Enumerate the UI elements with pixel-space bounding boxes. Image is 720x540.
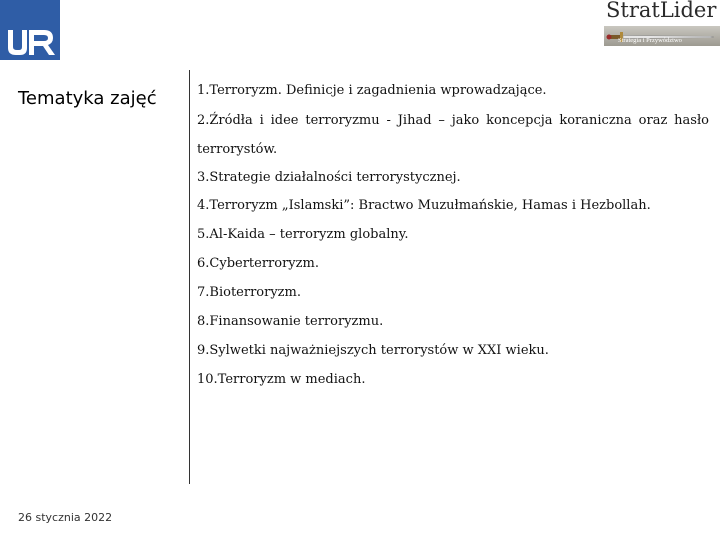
section-title: Tematyka zajęć [18,88,157,109]
vertical-divider [189,70,190,484]
topic-item: 8.Finansowanie terroryzmu. [197,314,384,329]
ur-logo-icon [0,0,60,60]
slide-date: 26 stycznia 2022 [18,511,113,524]
stratlider-logo [604,0,720,48]
topic-item: 9.Sylwetki najważniejszych terrorystów w XXI wieku. [197,343,549,358]
topic-item: 7.Bioterroryzm. [197,285,301,300]
topic-item: 2.Źródła i idee terroryzmu - Jihad – jako koncepcja koraniczna oraz hasło terrorystów. [197,113,709,157]
stratlider-name: StratLider [606,0,717,22]
topic-item: 4.Terroryzm „Islamski”: Bractwo Muzułmańskie, Hamas i Hezbollah. [197,198,651,213]
topic-item: 10.Terroryzm w mediach. [197,372,366,387]
topic-item: 5.Al-Kaida – terroryzm globalny. [197,227,409,242]
topic-item: 1.Terroryzm. Definicje i zagadnienia wprowadzające. [197,83,547,98]
topic-item: 3.Strategie działalności terrorystycznej. [197,170,461,185]
stratlider-tagline: Strategia i Przywództwo [618,37,682,44]
topic-item: 6.Cyberterroryzm. [197,256,319,271]
university-logo [0,0,60,60]
